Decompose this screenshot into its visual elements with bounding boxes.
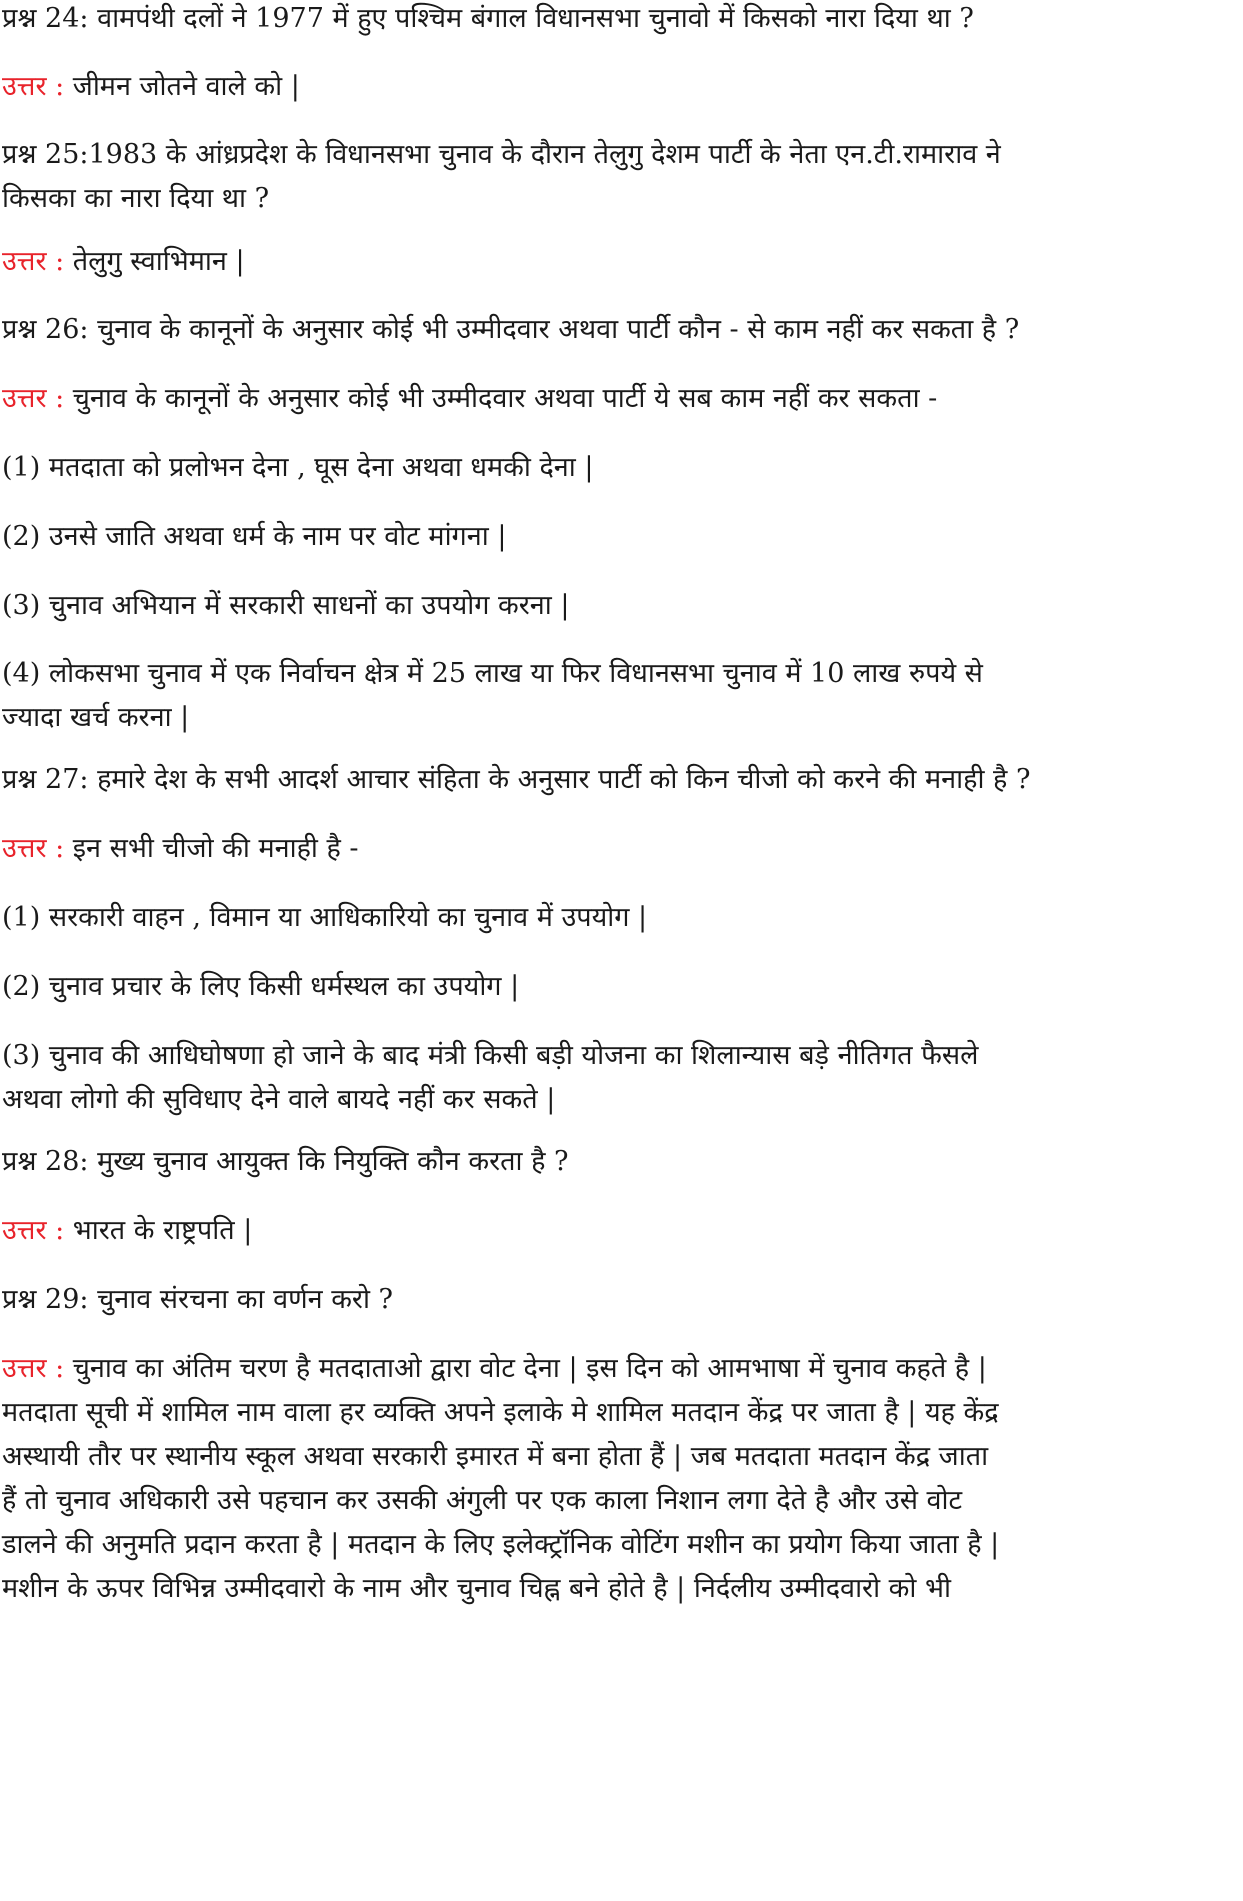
answer-28 — [2, 1209, 1238, 1253]
list-item-text: (3) चुनाव अभियान में सरकारी साधनों का उपयोग करना | — [2, 590, 570, 621]
answer-label: उत्तर : — [2, 383, 65, 414]
answer-line: जीमन जोतने वाले को | — [72, 71, 300, 102]
question-28 — [2, 1140, 1238, 1184]
list-item-text: अथवा लोगो की सुविधाए देने वाले बायदे नहीं कर सकते | — [2, 1084, 556, 1115]
question-line: प्रश्न 24: वामपंथी दलों ने 1977 में हुए पश्चिम बंगाल विधानसभा चुनावो में किसको नारा दिया था ? — [2, 3, 974, 34]
list-item-text: ज्यादा खर्च करना | — [2, 702, 190, 733]
answer-line: डालने की अनुमति प्रदान करता है | मतदान के लिए इलेक्ट्रॉनिक वोटिंग मशीन का प्रयोग किया जाता है | — [2, 1529, 1000, 1560]
answer-line: भारत के राष्ट्रपति | — [72, 1215, 253, 1246]
answer-line: तेलुगु स्वाभिमान | — [72, 246, 245, 277]
answer-label: उत्तर : — [2, 246, 65, 277]
answer-25 — [2, 240, 1238, 284]
answer-line: चुनाव के कानूनों के अनुसार कोई भी उम्मीदवार अथवा पार्टी ये सब काम नहीं कर सकता - — [72, 383, 938, 414]
list-item-text: (3) चुनाव की आधिघोषणा हो जाने के बाद मंत्री किसी बड़ी योजना का शिलान्यास बड़े नीतिगत फैसले — [2, 1040, 979, 1071]
question-line: प्रश्न 25:1983 के आंध्रप्रदेश के विधानसभा चुनाव के दौरान तेलुगु देशम पार्टी के नेता एन.टी.रामाराव ने — [2, 139, 1001, 170]
answer-24 — [2, 65, 1238, 109]
question-line: किसका का नारा दिया था ? — [2, 183, 270, 214]
list-item-4 — [2, 652, 1238, 740]
question-26 — [2, 308, 1238, 352]
list-item-text: (2) चुनाव प्रचार के लिए किसी धर्मस्थल का उपयोग | — [2, 971, 520, 1002]
answer-27 — [2, 827, 1238, 871]
list-item-3 — [2, 1034, 1238, 1122]
list-item-1 — [2, 896, 1238, 940]
list-item-3 — [2, 584, 1238, 628]
list-item-2 — [2, 515, 1238, 559]
question-line: प्रश्न 26: चुनाव के कानूनों के अनुसार कोई भी उम्मीदवार अथवा पार्टी कौन - से काम नहीं कर सकता है ? — [2, 314, 1020, 345]
list-item-text: (1) सरकारी वाहन , विमान या आधिकारियो का चुनाव में उपयोग | — [2, 902, 648, 933]
question-27 — [2, 758, 1238, 802]
question-24 — [2, 0, 1238, 41]
answer-line: मशीन के ऊपर विभिन्न उम्मीदवारो के नाम और चुनाव चिह्न बने होते है | निर्दलीय उम्मीदवारो को भी — [2, 1573, 951, 1604]
answer-label: उत्तर : — [2, 71, 65, 102]
answer-line: हैं तो चुनाव अधिकारी उसे पहचान कर उसकी अंगुली पर एक काला निशान लगा देते है और उसे वोट — [2, 1485, 963, 1516]
question-line: प्रश्न 27: हमारे देश के सभी आदर्श आचार संहिता के अनुसार पार्टी को किन चीजो को करने की मनाही है ? — [2, 764, 1031, 795]
answer-label: उत्तर : — [2, 1353, 65, 1384]
answer-26 — [2, 377, 1238, 421]
list-item-2 — [2, 965, 1238, 1009]
question-line: प्रश्न 28: मुख्य चुनाव आयुक्त कि नियुक्ति कौन करता है ? — [2, 1146, 569, 1177]
list-item-1 — [2, 446, 1238, 490]
answer-29 — [2, 1347, 1238, 1611]
answer-line: चुनाव का अंतिम चरण है मतदाताओ द्वारा वोट देना | इस दिन को आमभाषा में चुनाव कहते है | — [72, 1353, 987, 1384]
list-item-text: (2) उनसे जाति अथवा धर्म के नाम पर वोट मांगना | — [2, 521, 507, 552]
list-item-text: (4) लोकसभा चुनाव में एक निर्वाचन क्षेत्र में 25 लाख या फिर विधानसभा चुनाव में 10 लाख रुपये से — [2, 658, 983, 689]
answer-label: उत्तर : — [2, 1215, 65, 1246]
answer-line: अस्थायी तौर पर स्थानीय स्कूल अथवा सरकारी इमारत में बना होता हैं | जब मतदाता मतदान केंद्र जाता — [2, 1441, 989, 1472]
answer-label: उत्तर : — [2, 833, 65, 864]
question-25 — [2, 133, 1238, 221]
question-29 — [2, 1278, 1238, 1322]
answer-line: इन सभी चीजो की मनाही है - — [72, 833, 359, 864]
question-line: प्रश्न 29: चुनाव संरचना का वर्णन करो ? — [2, 1284, 394, 1315]
answer-line: मतदाता सूची में शामिल नाम वाला हर व्यक्ति अपने इलाके मे शामिल मतदान केंद्र पर जाता है | यह केंद्र — [2, 1397, 999, 1428]
list-item-text: (1) मतदाता को प्रलोभन देना , घूस देना अथवा धमकी देना | — [2, 452, 594, 483]
